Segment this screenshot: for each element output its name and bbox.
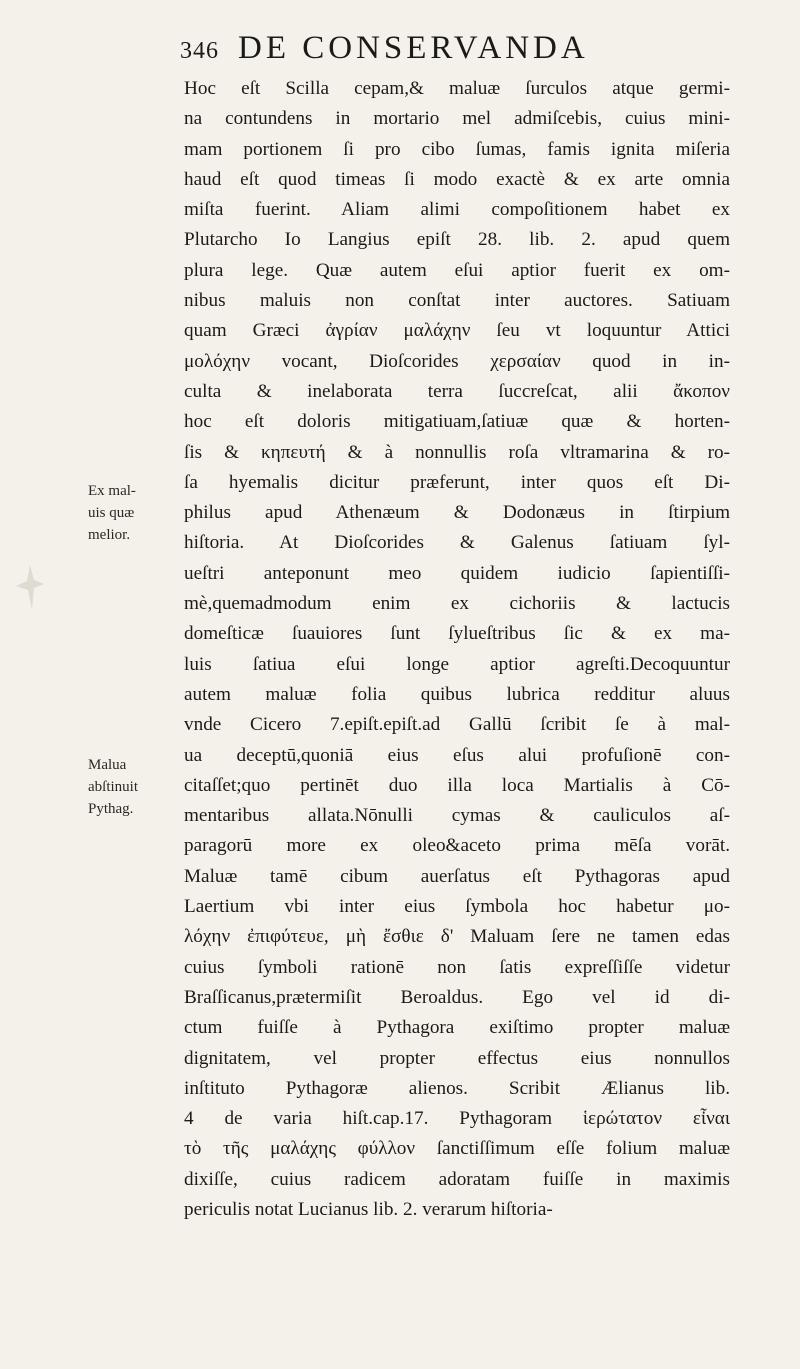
text-line: ua deceptū,quoniā eius eſus alui profuſionē con- (184, 744, 730, 766)
text-line: nibus maluis non conſtat inter auctores. Satiuam (184, 290, 730, 312)
body-text (184, 74, 730, 1334)
text-line: Laertium vbi inter eius ſymbola hoc habetur μο- (184, 896, 730, 918)
page-number: 346 (180, 38, 219, 64)
text-line: μολόχην vocant, Dioſcorides χερσαίαν quod in in- (184, 350, 730, 372)
text-line: hiſtoria. At Dioſcorides & Galenus ſatiuam ſyl- (184, 532, 730, 554)
text-line: Braſſicanus,prætermiſit Beroaldus. Ego vel id di- (184, 986, 730, 1008)
text-line: philus apud Athenæum & Dodonæus in ſtirpium (184, 502, 730, 524)
margin-note-malua-abstinuit (88, 754, 180, 820)
text-line: plura lege. Quæ autem eſui aptior fuerit ex om- (184, 259, 730, 281)
margin-note-ex-maluis (88, 480, 180, 546)
text-line: luis ſatiua eſui longe aptior agreſti.Decoquuntur (184, 653, 730, 675)
text-line: Hoc eſt Scilla cepam,& maluæ ſurculos atque germi- (184, 78, 730, 99)
text-line: na contundens in mortario mel admiſcebis, cuius mini- (184, 108, 730, 130)
text-line: ueſtri anteponunt meo quidem iudicio ſapientiſſi- (184, 562, 730, 584)
text-line: Plutarcho Io Langius epiſt 28. lib. 2. apud quem (184, 229, 730, 251)
ink-smudge-decoration (10, 560, 50, 620)
text-line: Maluæ tamē cibum auerſatus eſt Pythagoras apud (184, 865, 730, 887)
text-line: quam Græci ἀγρίαν μαλάχην ſeu vt loquuntur Attici (184, 320, 730, 342)
running-title: DE CONSERVANDA (238, 30, 589, 66)
text-line: inſtituto Pythagoræ alienos. Scribit Ælianus lib. (184, 1077, 730, 1099)
text-line: autem maluæ folia quibus lubrica redditur aluus (184, 683, 730, 705)
text-line: cuius ſymboli rationē non ſatis expreſſiſſe videtur (184, 956, 730, 978)
page-header (180, 30, 660, 76)
text-line: ctum fuiſſe à Pythagora exiſtimo propter maluæ (184, 1017, 730, 1039)
text-line: domeſticæ ſuauiores ſunt ſylueſtribus ſic & ex ma- (184, 623, 730, 645)
margin-note-line: Malua (88, 757, 127, 773)
margin-note-line: Ex mal- (88, 483, 136, 499)
text-line: mè,quemadmodum enim ex cichoriis & lactucis (184, 593, 730, 615)
text-line: λόχην ἐπιφύτευε, μὴ ἔσθιε δ' Maluam ſere ne tamen edas (184, 926, 730, 948)
text-line: periculis notat Lucianus lib. 2. verarum hiſtoria- (184, 1198, 553, 1220)
text-line: culta & inelaborata terra ſuccreſcat, alii ἄκοπον (184, 380, 730, 402)
text-line: ſa hyemalis dicitur præferunt, inter quos eſt Di- (184, 471, 730, 493)
text-line: dixiſſe, cuius radicem adoratam fuiſſe in maximis (184, 1168, 730, 1190)
text-line: ſis & κηπευτή & à nonnullis roſa vltramarina & ro- (184, 441, 730, 463)
text-line: miſta fuerint. Aliam alimi compoſitionem habet ex (184, 199, 730, 221)
text-line: mam portionem ſi pro cibo ſumas, famis ignita miſeria (184, 138, 730, 160)
text-line: vnde Cicero 7.epiſt.epiſt.ad Gallū ſcribit ſe à mal- (184, 714, 730, 736)
text-line: 4 de varia hiſt.cap.17. Pythagoram ἱερώτατον εἶναι (184, 1108, 730, 1130)
margin-note-line: abſtinuit (88, 779, 138, 795)
text-line: τὸ τῆς μαλάχης φύλλον ſanctiſſimum eſſe folium maluæ (184, 1138, 730, 1160)
text-line: hoc eſt doloris mitigatiuam,ſatiuæ quæ & horten- (184, 411, 730, 433)
margin-note-line: Pythag. (88, 801, 134, 817)
text-line: haud eſt quod timeas ſi modo exactè & ex arte omnia (184, 168, 730, 190)
text-line: citaſſet;quo pertinēt duo illa loca Martialis à Cō- (184, 774, 730, 796)
margin-note-line: uis quæ (88, 505, 135, 521)
text-line: paragorū more ex oleo&aceto prima mēſa vorāt. (184, 835, 730, 857)
text-line: mentaribus allata.Nōnulli cymas & cauliculos aſ- (184, 805, 730, 827)
margin-note-line: melior. (88, 527, 131, 543)
text-line: dignitatem, vel propter effectus eius nonnullos (184, 1047, 730, 1069)
